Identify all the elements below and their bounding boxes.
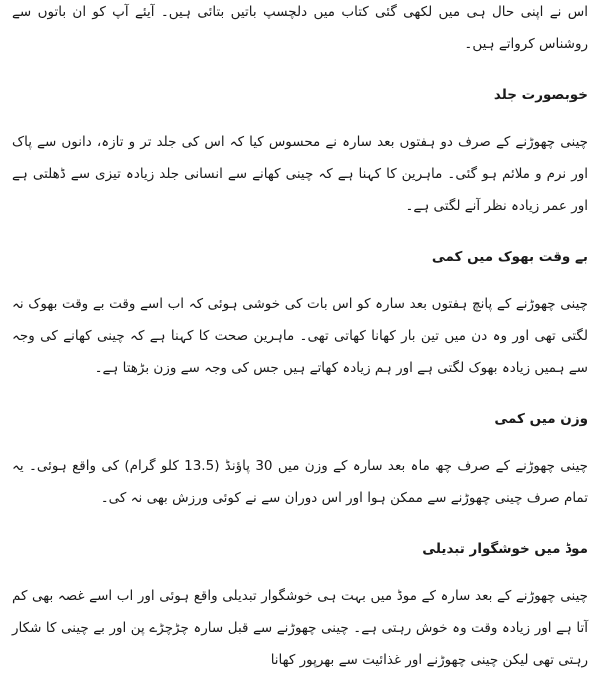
heading-weight-loss: وزن میں کمی (494, 411, 588, 427)
paragraph-mood-change: چینی چھوڑنے کے بعد سارہ کے موڈ میں بہت ہی خوشگوار تبدیلی واقع ہوئی اور اب اسے غصہ بھی کم آتا ہے اور زیادہ وقت وہ خوش رہتی ہے۔ چینی چھوڑنے سے قبل سارہ چڑچڑے پن اور بے چینی کا شکار رہتی تھی لیکن چینی چھوڑنے اور غذائیت سے بھرپور کھانا (12, 588, 588, 668)
paragraph-reduced-hunger: چینی چھوڑنے کے پانچ ہفتوں بعد سارہ کو اس بات کی خوشی ہوئی کہ اب اسے وقت بے وقت بھوک نہ لگتی تھی اور وہ دن میں تین بار کھانا کھاتی تھی۔ ماہرین صحت کا کہنا ہے کہ چینی کھانے کی وجہ سے ہمیں زیادہ بھوک لگتی ہے اور ہم زیادہ کھاتے ہیں جس کی وجہ سے وزن بڑھتا ہے۔ (12, 296, 588, 376)
heading-beautiful-skin: خوبصورت جلد (493, 87, 588, 103)
intro-paragraph: اس نے اپنی حال ہی میں لکھی گئی کتاب میں دلچسپ باتیں بتائی ہیں۔ آیئے آپ کو ان باتوں سے روشناس کرواتے ہیں۔ (12, 4, 588, 52)
heading-reduced-hunger: بے وقت بھوک میں کمی (431, 249, 588, 265)
paragraph-weight-loss: چینی چھوڑنے کے صرف چھ ماہ بعد سارہ کے وزن میں 30 پاؤنڈ (13.5 کلو گرام) کی واقع ہوئی۔ یہ تمام صرف چینی چھوڑنے سے ممکن ہوا اور اس دوران سے نے کوئی ورزش بھی نہ کی۔ (12, 458, 588, 506)
paragraph-beautiful-skin: چینی چھوڑنے کے صرف دو ہفتوں بعد سارہ نے محسوس کیا کہ اس کی جلد تر و تازہ، دانوں سے پاک اور نرم و ملائم ہو گئی۔ ماہرین کا کہنا ہے کہ چینی کھانے سے انسانی جلد زیادہ تیزی سے ڈھلتی ہے اور عمر زیادہ نظر آنے لگتی ہے۔ (12, 134, 588, 214)
heading-mood-change: موڈ میں خوشگوار تبدیلی (422, 541, 588, 557)
article-body (12, 0, 588, 698)
